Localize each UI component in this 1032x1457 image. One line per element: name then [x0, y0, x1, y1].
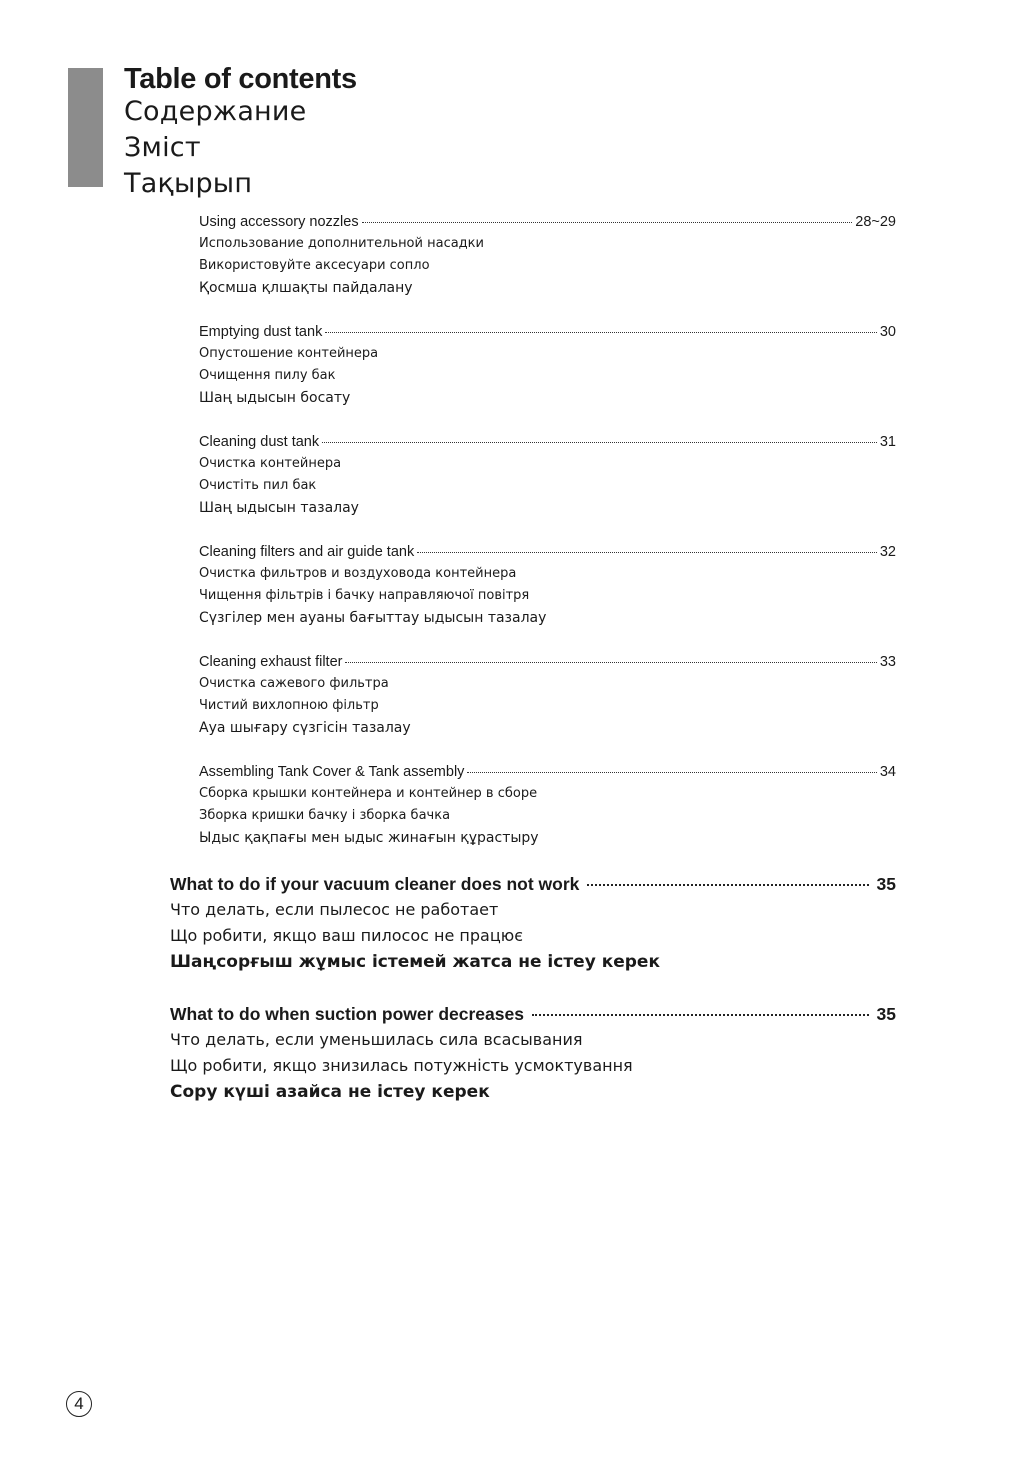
toc-entry-line [199, 431, 896, 453]
toc-entry-kazakh: Шаңсорғыш жұмыс істемей жатса не істеу керек [170, 952, 661, 972]
toc-entry-ukrainian: Очищення пилу бак [199, 368, 336, 383]
toc-entry-ukrainian: Використовуйте аксесуари сопло [199, 258, 430, 273]
toc-entry-cleaner-does-not-work[interactable] [170, 871, 896, 975]
toc-entry-title: Assembling Tank Cover & Tank assembly [199, 764, 465, 780]
toc-entry-ukrainian: Чистий вихлопною фільтр [199, 698, 379, 713]
dot-leader [325, 332, 877, 333]
toc-entry-cleaning-exhaust-filter[interactable] [199, 651, 896, 739]
toc-entry-russian: Очистка сажевого фильтра [199, 676, 389, 691]
toc-entry-cleaning-dust-tank[interactable] [199, 431, 896, 519]
title-english: Table of contents [124, 63, 357, 95]
toc-entry-title: Using accessory nozzles [199, 214, 359, 230]
title-ukrainian: Зміст [124, 132, 201, 163]
toc-entry-title: Cleaning dust tank [199, 434, 320, 450]
toc-entry-ukrainian: Що робити, якщо знизилась потужність усмоктування [170, 1056, 633, 1075]
toc-entry-page: 30 [879, 324, 896, 340]
toc-entry-page: 28~29 [855, 214, 896, 230]
toc-entry-line [199, 761, 896, 783]
toc-entry-assembling-tank[interactable] [199, 761, 896, 849]
toc-entry-page: 35 [876, 1004, 896, 1024]
toc-section-list [199, 211, 896, 871]
toc-entry-page: 34 [879, 764, 896, 780]
toc-entry-page: 31 [879, 434, 896, 450]
dot-leader [345, 662, 876, 663]
toc-entry-ukrainian: Що робити, якщо ваш пилосос не працює [170, 926, 523, 945]
title-kazakh: Тақырып [124, 168, 253, 199]
toc-entry-title: Cleaning exhaust filter [199, 654, 343, 670]
toc-entry-russian: Очистка контейнера [199, 456, 342, 471]
title-russian: Содержание [124, 96, 307, 127]
toc-entry-kazakh: Шаң ыдысын босату [199, 390, 351, 406]
toc-entry-ukrainian: Зборка кришки бачку і зборка бачка [199, 808, 451, 823]
toc-entry-kazakh: Сүзгілер мен ауаны бағыттау ыдысын тазалау [199, 610, 547, 626]
dot-leader [362, 222, 853, 223]
toc-entry-kazakh: Шаң ыдысын тазалау [199, 500, 359, 516]
dot-leader [322, 442, 877, 443]
toc-entry-page: 33 [879, 654, 896, 670]
toc-entry-russian: Очистка фильтров и воздуховода контейнера [199, 566, 517, 581]
toc-entry-kazakh: Ауа шығару сүзгісін тазалау [199, 720, 411, 736]
toc-entry-title: Cleaning filters and air guide tank [199, 544, 415, 560]
toc-entry-line [199, 651, 896, 673]
toc-entry-page: 32 [879, 544, 896, 560]
toc-entry-russian: Сборка крышки контейнера и контейнер в сборе [199, 786, 538, 801]
toc-entry-page: 35 [876, 874, 896, 894]
toc-entry-title: What to do if your vacuum cleaner does not work [170, 874, 580, 894]
toc-entry-cleaning-filters[interactable] [199, 541, 896, 629]
toc-entry-accessory-nozzles[interactable] [199, 211, 896, 299]
toc-entry-russian: Использование дополнительной насадки [199, 236, 484, 251]
page-title [124, 64, 357, 202]
toc-entry-suction-power-decreases[interactable] [170, 1001, 896, 1105]
dot-leader [532, 1014, 869, 1016]
toc-entry-line [199, 211, 896, 233]
dot-leader [467, 772, 876, 773]
toc-troubleshooting-list [170, 871, 896, 1131]
toc-entry-title: Emptying dust tank [199, 324, 323, 340]
toc-entry-line [199, 321, 896, 343]
toc-entry-kazakh: Ыдыс қақпағы мен ыдыс жинағын құрастыру [199, 830, 539, 846]
toc-entry-emptying-dust-tank[interactable] [199, 321, 896, 409]
toc-entry-line [170, 871, 896, 897]
toc-entry-ukrainian: Очистіть пил бак [199, 478, 317, 493]
toc-entry-kazakh: Сору күші азайса не істеу керек [170, 1082, 490, 1102]
page-number: 4 [66, 1391, 92, 1417]
toc-entry-russian: Что делать, если пылесос не работает [170, 900, 499, 919]
dot-leader [417, 552, 877, 553]
title-side-bar [68, 68, 103, 187]
dot-leader [587, 884, 868, 886]
toc-entry-ukrainian: Чищення фільтрів і бачку направляючої повітря [199, 588, 530, 603]
toc-entry-russian: Опустошение контейнера [199, 346, 379, 361]
toc-entry-line [170, 1001, 896, 1027]
toc-entry-line [199, 541, 896, 563]
toc-entry-russian: Что делать, если уменьшилась сила всасывания [170, 1030, 583, 1049]
toc-entry-kazakh: Қосмша қлшақты пайдалану [199, 280, 413, 296]
toc-entry-title: What to do when suction power decreases [170, 1004, 524, 1024]
